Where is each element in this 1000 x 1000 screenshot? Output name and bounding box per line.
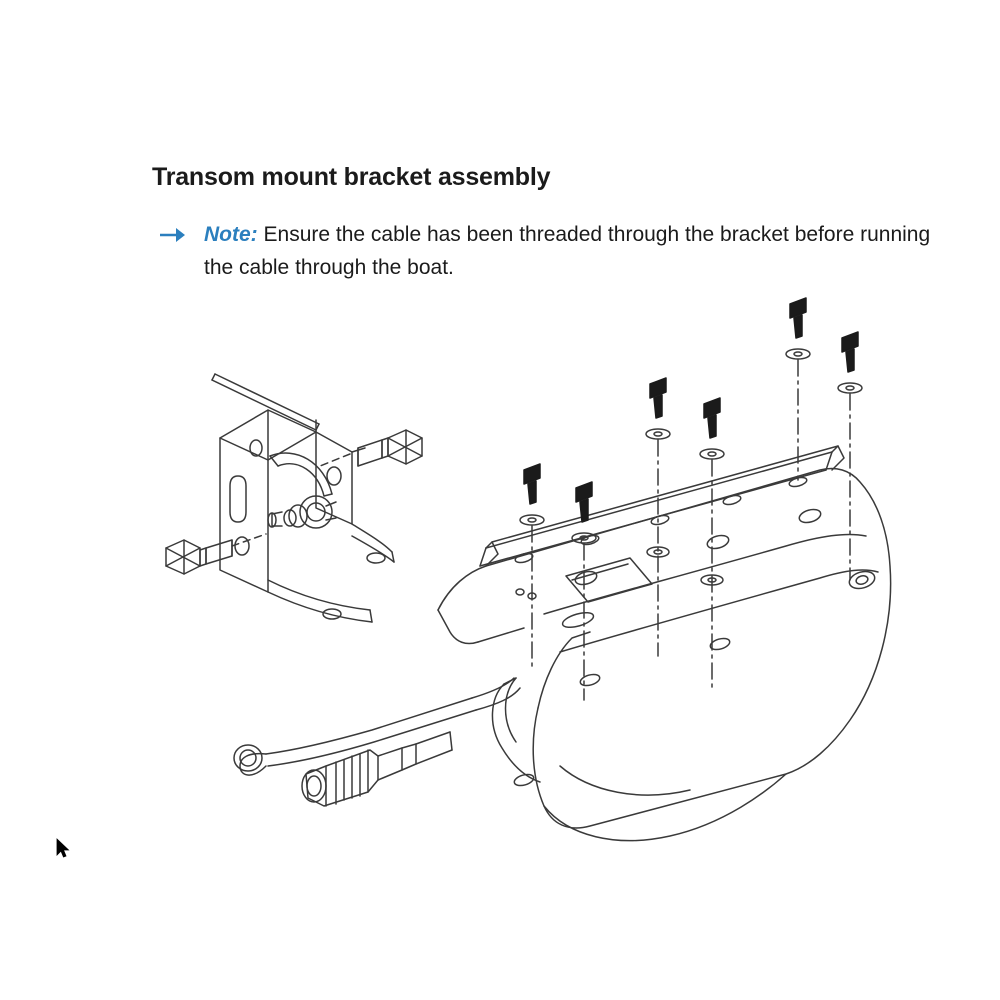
page-title: Transom mount bracket assembly [152,163,551,191]
transom-mount-bracket-exploded-diagram [120,280,950,880]
note-text [204,218,944,284]
mouse-pointer [56,838,70,858]
note-label: Note: [204,223,258,246]
note-body: Ensure the cable has been threaded through the bracket before running the cable through the boat. [204,223,931,279]
arrow-right-icon [158,224,188,246]
